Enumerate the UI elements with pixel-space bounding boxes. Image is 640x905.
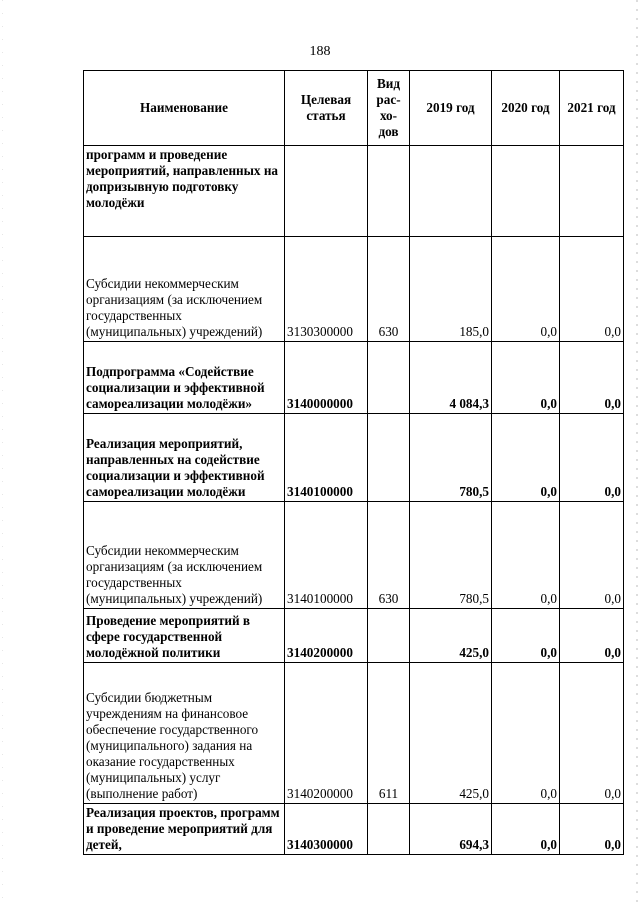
header-expense-type: Вид рас-хо-дов [368,71,410,146]
row-2019: 185,0 [410,237,492,342]
table-row [84,502,624,609]
row-kind [368,146,410,237]
row-2020: 0,0 [492,414,560,502]
row-2019: 780,5 [410,414,492,502]
row-name: программ и проведение мероприятий, направленных на допризывную подготовку молодёжи [84,146,285,237]
header-2021: 2021 год [560,71,624,146]
row-kind: 630 [368,502,410,609]
header-name: Наименование [84,71,285,146]
table-row [84,804,624,855]
table-row [84,342,624,414]
header-2020: 2020 год [492,71,560,146]
table-row [84,609,624,663]
row-2019: 694,3 [410,804,492,855]
header-target-article: Целевая статья [285,71,368,146]
row-2021: 0,0 [560,414,624,502]
row-code: 3140100000 [285,502,368,609]
row-2019: 425,0 [410,609,492,663]
row-name: Субсидии некоммерческим организациям (за исключением государственных (муниципальных) учреждений) [84,237,285,342]
row-name: Реализация проектов, программ и проведение мероприятий для детей, [84,804,285,855]
row-2021: 0,0 [560,804,624,855]
row-2020: 0,0 [492,609,560,663]
header-2019: 2019 год [410,71,492,146]
row-2019: 425,0 [410,663,492,804]
row-2019 [410,146,492,237]
row-2021: 0,0 [560,342,624,414]
row-2020 [492,146,560,237]
table-header-row [84,71,624,146]
budget-table [83,70,624,855]
row-kind: 611 [368,663,410,804]
row-2021: 0,0 [560,609,624,663]
row-name: Подпрограмма «Содействие социализации и эффективной самореализации молодёжи» [84,342,285,414]
table-row [84,414,624,502]
scan-edge-left [2,0,3,905]
row-kind [368,414,410,502]
row-kind [368,804,410,855]
table-row [84,237,624,342]
row-kind [368,609,410,663]
row-name: Субсидии некоммерческим организациям (за исключением государственных (муниципальных) учреждений) [84,502,285,609]
row-name: Реализация мероприятий, направленных на содействие социализации и эффективной самореализации молодёжи [84,414,285,502]
row-code [285,146,368,237]
table-row [84,663,624,804]
scan-edge-right [636,0,638,905]
page-number: 188 [309,44,331,59]
row-2020: 0,0 [492,342,560,414]
row-code: 3140200000 [285,609,368,663]
row-2021: 0,0 [560,502,624,609]
row-code: 3140100000 [285,414,368,502]
row-name: Проведение мероприятий в сфере государственной молодёжной политики [84,609,285,663]
row-2021: 0,0 [560,663,624,804]
row-2021: 0,0 [560,237,624,342]
row-kind [368,342,410,414]
row-code: 3140200000 [285,663,368,804]
row-code: 3130300000 [285,237,368,342]
row-name: Субсидии бюджетным учреждениям на финансовое обеспечение государственного (муниципального) задания на оказание государственных (муниципальных) услуг (выполнение работ) [84,663,285,804]
row-2019: 780,5 [410,502,492,609]
row-kind: 630 [368,237,410,342]
row-2020: 0,0 [492,237,560,342]
row-2020: 0,0 [492,804,560,855]
row-code: 3140300000 [285,804,368,855]
row-code: 3140000000 [285,342,368,414]
row-2020: 0,0 [492,502,560,609]
row-2021 [560,146,624,237]
row-2020: 0,0 [492,663,560,804]
table-row [84,146,624,237]
row-2019: 4 084,3 [410,342,492,414]
